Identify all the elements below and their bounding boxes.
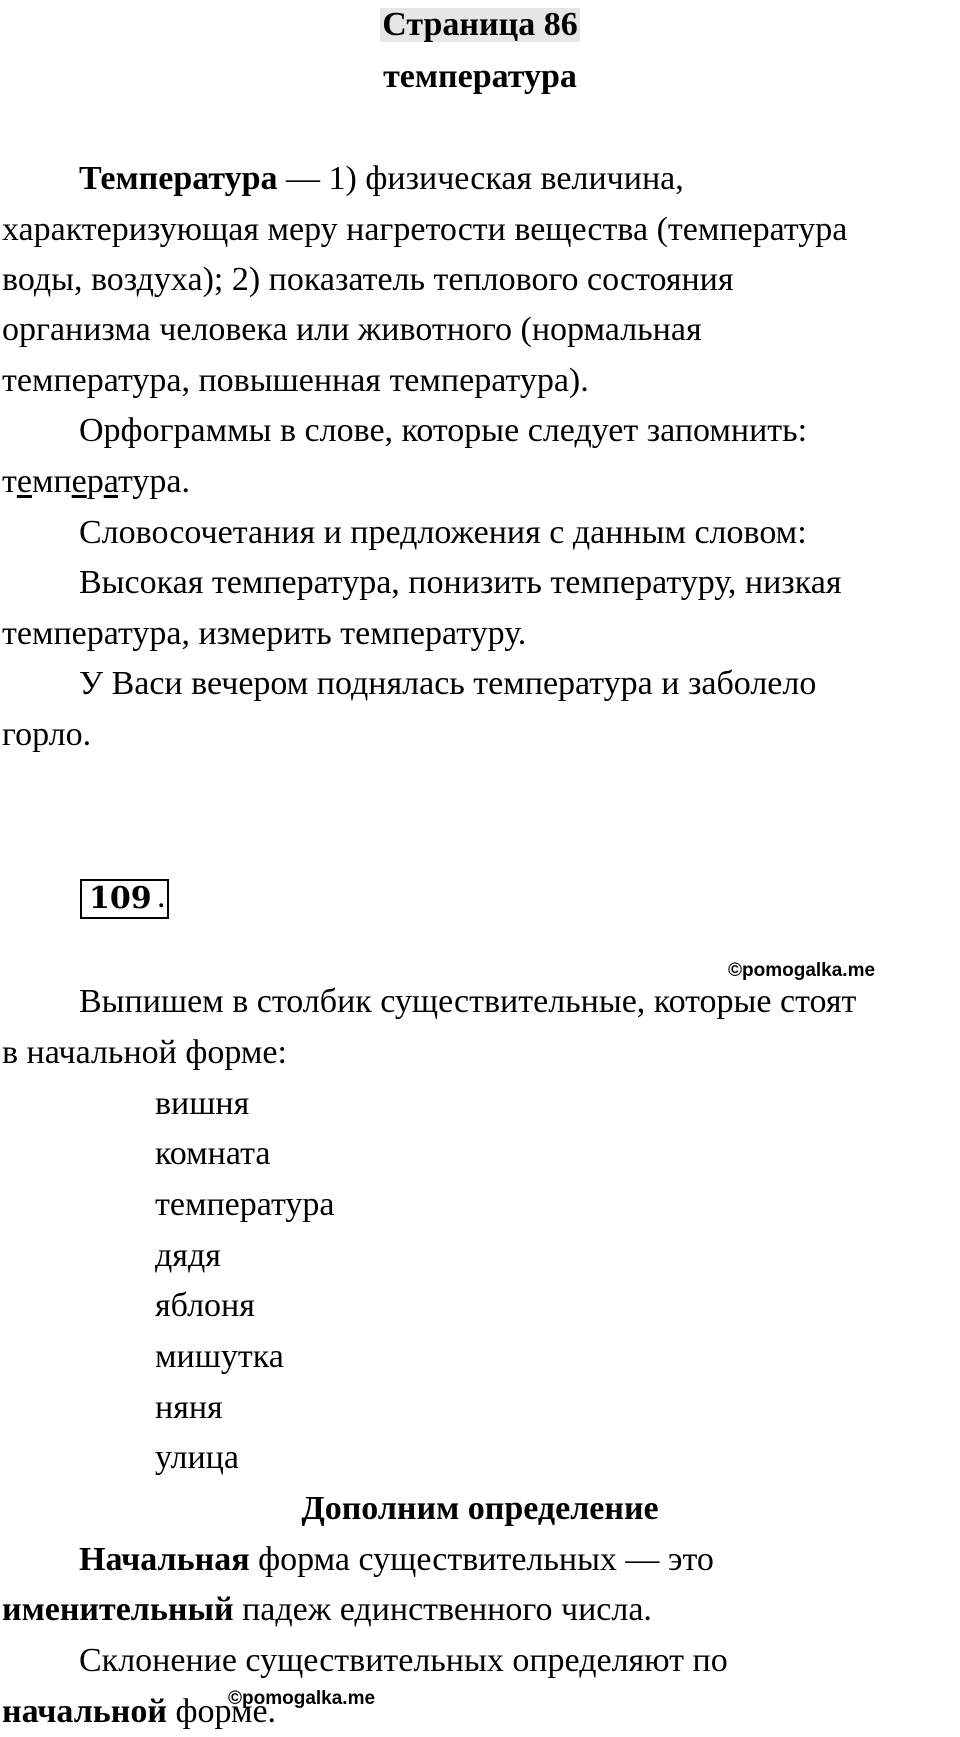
definition-line-1 (79, 162, 684, 196)
task-line-1: Выпишем в столбик существительные, которые стоят (79, 983, 857, 1020)
orthogram-word-part: тура. (117, 463, 190, 500)
supplement-bold-term: именительный (2, 1591, 234, 1628)
task-line-2: в начальной форме: (2, 1034, 287, 1071)
supplement-line-1-text: форма существительных — это (249, 1541, 714, 1578)
orthogram-underlined-letter: е (16, 463, 32, 500)
word-heading: температура (383, 58, 577, 95)
supplement-bold-term: начальной (2, 1693, 167, 1730)
page-title: Страница 86 (382, 6, 578, 43)
exercise-number-box (80, 879, 169, 919)
definition-line-4: организма человека или животного (нормальная (2, 311, 702, 348)
definition-line-1-text: — 1) физическая величина, (277, 160, 684, 197)
orthogram-word-part: мп (31, 463, 72, 500)
noun-list-item: няня (155, 1389, 223, 1426)
definition-line-2: характеризующая меру нагретости вещества (температура (2, 211, 848, 248)
noun-list-item: температура (155, 1186, 335, 1223)
noun-list-item: комната (155, 1135, 271, 1172)
supplement-bold-term: Начальная (79, 1541, 250, 1578)
supplement-heading: Дополним определение (301, 1490, 659, 1527)
exercise-number-dot: . (157, 878, 166, 915)
noun-list-item: улица (155, 1439, 239, 1476)
exercise-number: 109 (89, 881, 152, 916)
supplement-line-1 (79, 1543, 714, 1577)
noun-list-item: мишутка (155, 1338, 284, 1375)
supplement-line-2 (2, 1593, 652, 1627)
collocations-line-1: Высокая температура, понизить температуру, низкая (79, 564, 842, 601)
noun-list-item: яблоня (155, 1287, 255, 1324)
orthogram-word-part: р (86, 463, 104, 500)
collocations-intro: Словосочетания и предложения с данным словом: (79, 514, 807, 551)
orthogram-word-part: т (2, 463, 17, 500)
definition-term: Температура (79, 160, 278, 197)
example-sentence-line-2: горло. (2, 716, 92, 753)
noun-list-item: вишня (155, 1085, 250, 1122)
noun-list-item: дядя (155, 1237, 221, 1274)
page-title-wrap (0, 8, 960, 42)
example-sentence-line-1: У Васи вечером поднялась температура и заболело (79, 665, 817, 702)
orthograms-intro: Орфограммы в слове, которые следует запомнить: (79, 412, 808, 449)
supplement-line-4-text: форме. (166, 1693, 277, 1730)
orthogram-word (2, 465, 190, 499)
collocations-line-2: температура, измерить температуру. (2, 615, 527, 652)
watermark: ©pomogalka.me (728, 960, 876, 981)
orthogram-underlined-letter: а (103, 463, 118, 500)
definition-line-3: воды, воздуха); 2) показатель теплового состояния (2, 261, 734, 298)
definition-line-5: температура, повышенная температура). (2, 362, 589, 399)
orthogram-underlined-letter: е (71, 463, 87, 500)
supplement-line-3: Склонение существительных определяют по (79, 1642, 728, 1679)
watermark: ©pomogalka.me (228, 1688, 376, 1709)
supplement-line-2-text: падеж единственного числа. (233, 1591, 652, 1628)
